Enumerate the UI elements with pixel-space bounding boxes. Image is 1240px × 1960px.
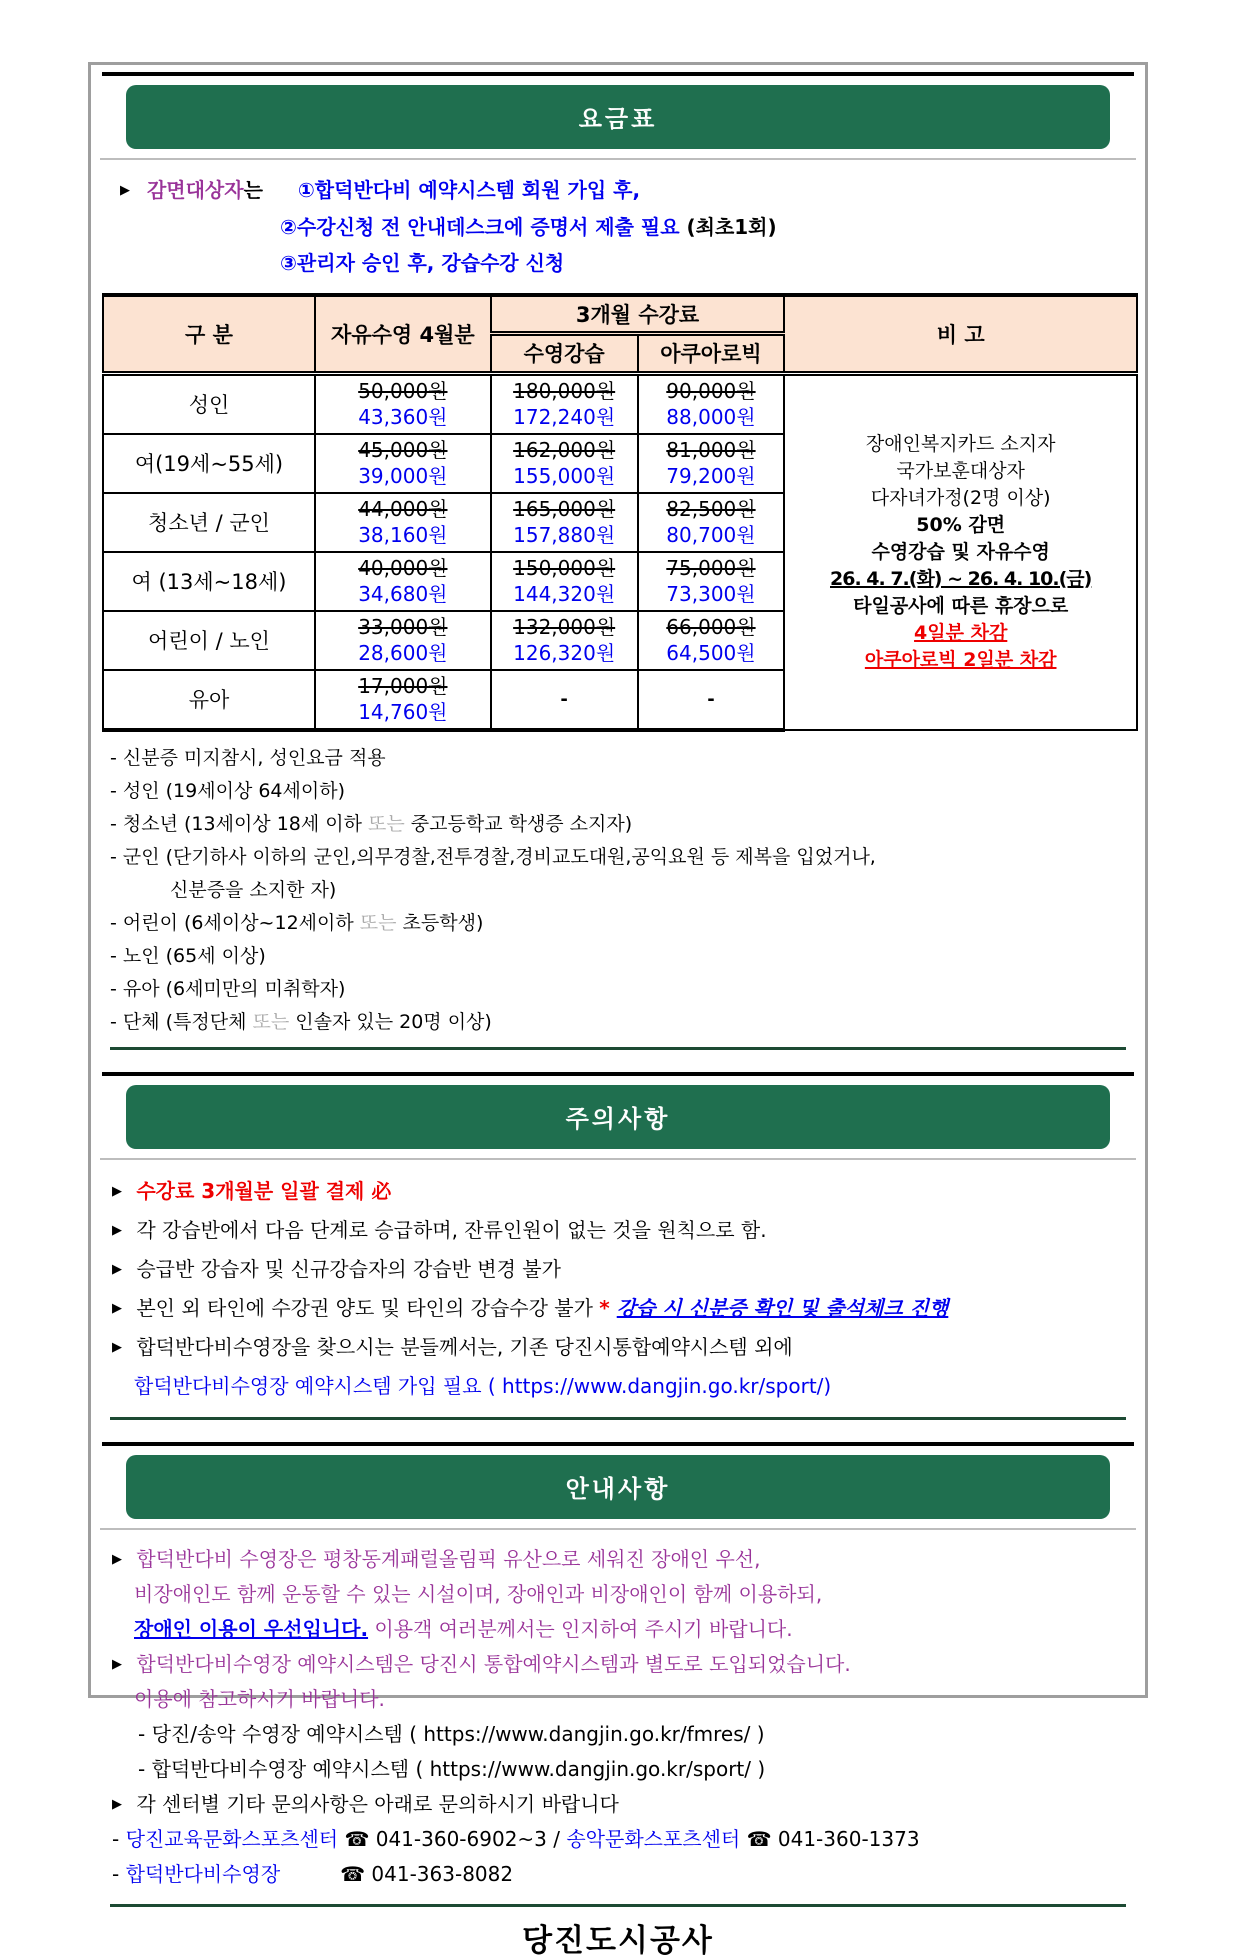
header-remark: 비 고 [784,295,1137,373]
old-price: 17,000원 [358,673,448,698]
remark-deduction: 4일분 차감 [914,621,1008,644]
note-line [110,808,1132,841]
caution-item-continuation [112,1367,1134,1405]
caution-text: 승급반 강습자 및 신규강습자의 강습반 변경 불가 [136,1256,561,1281]
caution-text: 본인 외 타인에 수강권 양도 및 타인의 강습수강 불가 [136,1295,600,1320]
old-price: 66,000원 [666,614,756,639]
guide-text: 이용에 참고하시기 바랍니다. [134,1686,385,1711]
discount-target-label: 감면대상자 [146,178,244,202]
guide-item-continuation [112,1682,1134,1717]
row-label: 성인 [103,373,315,434]
header-aqua: 아쿠아로빅 [638,333,785,373]
fee-notes [100,732,1136,1041]
caution-id-check-note: 강습 시 신분증 확인 및 출석체크 진행 [616,1295,949,1320]
guide-list [100,1530,1136,1898]
new-price: 64,500원 [666,640,756,665]
row-label: 청소년 / 군인 [103,493,315,552]
old-price: 180,000원 [513,378,616,403]
center-name: 당진교육문화스포츠센터 [125,1826,339,1851]
remark-deduction: 아쿠아로빅 2일분 차감 [864,648,1057,671]
center-name: 합덕반다비수영장 [125,1861,281,1886]
reservation-system-url-text: 합덕반다비수영장 예약시스템 가입 필요 ( https://www.dangjin.go.kr/sport/) [134,1373,832,1398]
note-text: - 청소년 (13세이상 18세 이하 [110,812,369,835]
caution-text: 각 강습반에서 다음 단계로 승급하며, 잔류인원이 없는 것을 원칙으로 함. [136,1217,767,1242]
fee-table [102,293,1138,732]
remark-line: 타일공사에 따른 휴장으로 [853,594,1069,617]
note-text: - 신분증 미지참시, 성인요금 적용 [110,746,386,769]
header-free-swim: 자유수영 4월분 [315,295,491,373]
intro-line-3 [120,245,1132,281]
guide-item [112,1647,1134,1682]
note-line [110,973,1132,1006]
no-price-dash: - [638,670,785,730]
note-text-gray: 또는 [368,812,405,835]
note-line [110,775,1132,808]
center-name: 송악문화스포츠센터 [566,1826,741,1851]
new-price: 88,000원 [666,404,756,429]
new-price: 126,320원 [513,640,616,665]
guide-text: 비장애인도 함께 운동할 수 있는 시설이며, 장애인과 비장애인이 함께 이용하되, [134,1581,823,1606]
header-category: 구 분 [103,295,315,373]
triangle-bullet-icon: ▶ [112,1796,122,1812]
remark-line: 국가보훈대상자 [896,459,1025,482]
dash: - [112,1826,126,1851]
new-price: 34,680원 [358,581,448,606]
discount-target-suffix: 는 [243,178,263,202]
caution-item [112,1172,1134,1211]
new-price: 79,200원 [666,463,756,488]
section-end-rule [110,1417,1126,1420]
intro-step-2: ②수강신청 전 안내데스크에 증명서 제출 필요 [280,215,687,239]
priority-use-emphasis: 장애인 이용이 우선입니다. [134,1616,369,1641]
old-price: 90,000원 [666,378,756,403]
note-text: - 어린이 (6세이상~12세이하 [110,911,360,934]
new-price: 43,360원 [358,404,448,429]
reservation-system-link-line [112,1717,1134,1752]
triangle-bullet-icon: ▶ [112,1261,122,1277]
guide-item [112,1542,1134,1577]
intro-step-3: ③관리자 승인 후, 강습수강 신청 [280,251,565,275]
new-price: 172,240원 [513,404,616,429]
caution-item [112,1289,1134,1328]
remark-line: 수영강습 및 자유수영 [871,540,1050,563]
note-text: 중고등학교 학생증 소지자) [404,812,633,835]
guide-text: 이용객 여러분께서는 인지하여 주시기 바랍니다. [368,1616,793,1641]
old-price: 75,000원 [666,555,756,580]
old-price: 40,000원 [358,555,448,580]
caution-section-banner: 주의사항 [126,1085,1110,1149]
old-price: 50,000원 [358,378,448,403]
new-price: 28,600원 [358,640,448,665]
old-price: 162,000원 [513,437,616,462]
table-row [103,373,1137,434]
new-price: 155,000원 [513,463,616,488]
guide-item-continuation [112,1577,1134,1612]
triangle-bullet-icon: ▶ [112,1656,122,1672]
new-price: 144,320원 [513,581,616,606]
row-label: 유아 [103,670,315,730]
triangle-bullet-icon: ▶ [112,1339,122,1355]
note-text-gray: 또는 [359,911,397,934]
triangle-bullet-icon: ▶ [112,1551,122,1567]
remark-line: 장애인복지카드 소지자 [865,432,1056,455]
note-line-indented [110,874,1132,907]
intro-step-2-note: (최초1회) [686,215,777,239]
note-text: - 노인 (65세 이상) [110,944,266,967]
note-line [110,907,1132,940]
guide-text: 합덕반다비수영장 예약시스템은 당진시 통합예약시스템과 별도로 도입되었습니다. [136,1651,851,1676]
caution-item [112,1211,1134,1250]
note-text-gray: 또는 [252,1010,290,1033]
section-divider-top [102,72,1134,76]
phone-number: ☎ 041-360-6902~3 / [338,1826,567,1851]
note-text: - 군인 (단기하사 이하의 군인,의무경찰,전투경찰,경비교도대원,공익요원 등 제복을 입었거나, [110,845,876,868]
free-swim-price [315,373,491,434]
old-price: 150,000원 [513,555,616,580]
triangle-bullet-icon: ▶ [120,183,130,198]
dash: - [112,1861,126,1886]
old-price: 81,000원 [666,437,756,462]
phone-number: ☎ 041-360-1373 [740,1826,920,1851]
triangle-bullet-icon: ▶ [112,1222,122,1238]
intro-line-1 [120,172,1132,209]
new-price: 39,000원 [358,463,448,488]
old-price: 33,000원 [358,614,448,639]
old-price: 82,500원 [666,496,756,521]
note-line [110,841,1132,874]
note-text: - 성인 (19세이상 64세이하) [110,779,345,802]
note-line [110,742,1132,775]
contact-line [112,1822,1134,1857]
guide-text: 각 센터별 기타 문의사항은 아래로 문의하시기 바랍니다 [136,1791,619,1816]
remark-closure-dates: 26. 4. 7.(화) ~ 26. 4. 10.(금) [830,567,1092,590]
header-3month: 3개월 수강료 [491,295,785,333]
caution-text: 합덕반다비수영장을 찾으시는 분들께서는, 기존 당진시통합예약시스템 외에 [136,1334,793,1359]
row-label: 여 (13세~18세) [103,552,315,611]
note-text: 초등학생) [396,911,484,934]
lesson-price [491,373,638,434]
note-text: - 유아 (6세미만의 미취학자) [110,977,346,1000]
no-price-dash: - [491,670,638,730]
note-text: - 단체 (특정단체 [110,1010,253,1033]
new-price: 38,160원 [358,522,448,547]
intro-line-2 [120,209,1132,245]
remark-cell [784,373,1137,730]
guide-item [112,1787,1134,1822]
caution-list [100,1160,1136,1411]
old-price: 44,000원 [358,496,448,521]
old-price: 132,000원 [513,614,616,639]
caution-item [112,1328,1134,1367]
discount-target-intro [100,160,1136,285]
caution-text-payment: 수강료 3개월분 일괄 결제 必 [136,1178,392,1203]
guide-item-continuation [112,1612,1134,1647]
note-text: 신분증을 소지한 자) [170,878,337,901]
note-line [110,1006,1132,1039]
contact-line [112,1857,1134,1892]
note-text: 인솔자 있는 20명 이상) [289,1010,492,1033]
guide-text: 합덕반다비 수영장은 평창동계패럴올림픽 유산으로 세워진 장애인 우선, [136,1546,761,1571]
aqua-price [638,373,785,434]
notice-document [88,62,1148,1959]
system-url-text: - 합덕반다비수영장 예약시스템 ( https://www.dangjin.go.kr/sport/ ) [138,1756,766,1781]
row-label: 여(19세~55세) [103,434,315,493]
header-lesson: 수영강습 [491,333,638,373]
publisher-name: 당진도시공사 [522,1922,714,1959]
section-divider [102,1072,1134,1076]
note-line [110,940,1132,973]
remark-line: 50% 감면 [916,513,1006,536]
guide-section-banner: 안내사항 [126,1455,1110,1519]
old-price: 45,000원 [358,437,448,462]
reservation-system-link-line [112,1752,1134,1787]
new-price: 14,760원 [358,699,448,724]
section-end-rule [110,1047,1126,1050]
asterisk-marker: * [599,1295,617,1320]
new-price: 157,880원 [513,522,616,547]
system-url-text: - 당진/송악 수영장 예약시스템 ( https://www.dangjin.go.kr/fmres/ ) [138,1721,765,1746]
old-price: 165,000원 [513,496,616,521]
new-price: 73,300원 [666,581,756,606]
intro-step-1: ①합덕반다비 예약시스템 회원 가입 후, [297,178,641,202]
phone-number: ☎ 041-363-8082 [280,1861,514,1886]
triangle-bullet-icon: ▶ [112,1183,122,1199]
row-label: 어린이 / 노인 [103,611,315,670]
triangle-bullet-icon: ▶ [112,1300,122,1316]
caution-item [112,1250,1134,1289]
fee-section-banner: 요금표 [126,85,1110,149]
new-price: 80,700원 [666,522,756,547]
section-divider [102,1442,1134,1446]
remark-line: 다자녀가정(2명 이상) [870,486,1051,509]
